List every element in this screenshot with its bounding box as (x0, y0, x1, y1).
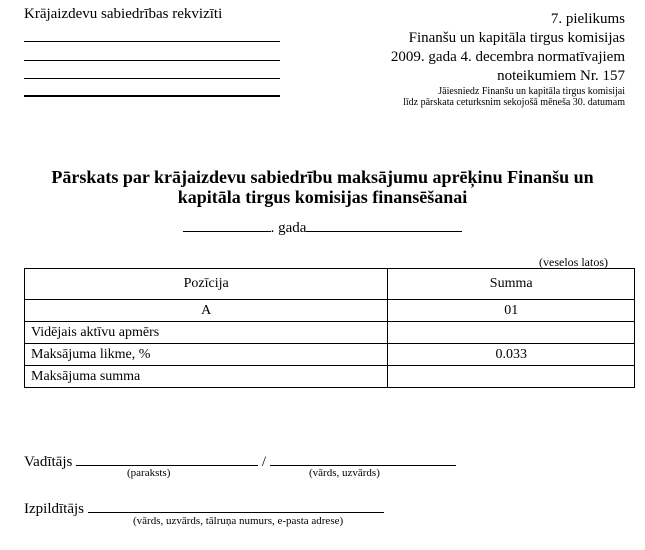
row-value[interactable] (388, 322, 635, 344)
table-header-row (25, 269, 635, 300)
appendix-number: 7. pielikums (550, 11, 625, 27)
appendix-block (391, 10, 625, 108)
requisites-line-3 (24, 78, 280, 79)
requisites-line-4 (24, 95, 280, 97)
table-row (25, 366, 635, 388)
manager-signature-field[interactable] (76, 450, 258, 466)
signature-caption: (paraksts) (127, 467, 171, 479)
name-caption: (vārds, uzvārds) (309, 467, 380, 479)
executor-label: Izpildītājs (24, 501, 84, 517)
code-01: 01 (388, 300, 635, 322)
row-label: Vidējais aktīvu apmērs (25, 322, 388, 344)
manager-name-field[interactable] (270, 450, 456, 466)
year-separator: . gada (270, 220, 307, 236)
regulation-number: noteikumiem Nr. 157 (497, 68, 625, 84)
period-field[interactable] (306, 217, 462, 232)
report-title-line-2: kapitāla tirgus komisijas finansēšanai (177, 187, 468, 207)
row-value[interactable] (388, 366, 635, 388)
submission-note-1: Jāiesniedz Finanšu un kapitāla tirgus komisijai (438, 86, 625, 97)
row-value[interactable]: 0.033 (388, 344, 635, 366)
report-title-line-1: Pārskats par krājaizdevu sabiedrību maksājumu aprēķinu Finanšu un (51, 167, 594, 187)
year-field[interactable] (183, 217, 271, 232)
requisites-title: Krājaizdevu sabiedrības rekvizīti (24, 6, 223, 22)
row-label: Maksājuma summa (25, 366, 388, 388)
row-label: Maksājuma likme, % (25, 344, 388, 366)
date-row (0, 217, 645, 237)
requisites-line-2 (24, 60, 280, 61)
report-table (24, 268, 635, 388)
manager-label: Vadītājs (24, 454, 73, 470)
submission-note-2: līdz pārskata ceturksnim sekojošā mēneša 30. datumam (403, 97, 625, 108)
table-code-row (25, 300, 635, 322)
code-a: A (25, 300, 388, 322)
table-row (25, 322, 635, 344)
table-row (25, 344, 635, 366)
header-sum: Summa (388, 269, 635, 300)
header-position: Pozīcija (25, 269, 388, 300)
regulation-date: 2009. gada 4. decembra normatīvajiem (390, 49, 625, 65)
signature-separator: / (261, 454, 266, 470)
executor-field[interactable] (88, 497, 384, 513)
requisites-line-1 (24, 41, 280, 42)
commission-name: Finanšu un kapitāla tirgus komisijas (408, 30, 625, 46)
manager-signature-row (24, 450, 456, 471)
executor-caption: (vārds, uzvārds, tālruņa numurs, e-pasta adrese) (133, 515, 344, 527)
report-title (0, 167, 645, 207)
units-note: (veselos latos) (539, 255, 608, 269)
